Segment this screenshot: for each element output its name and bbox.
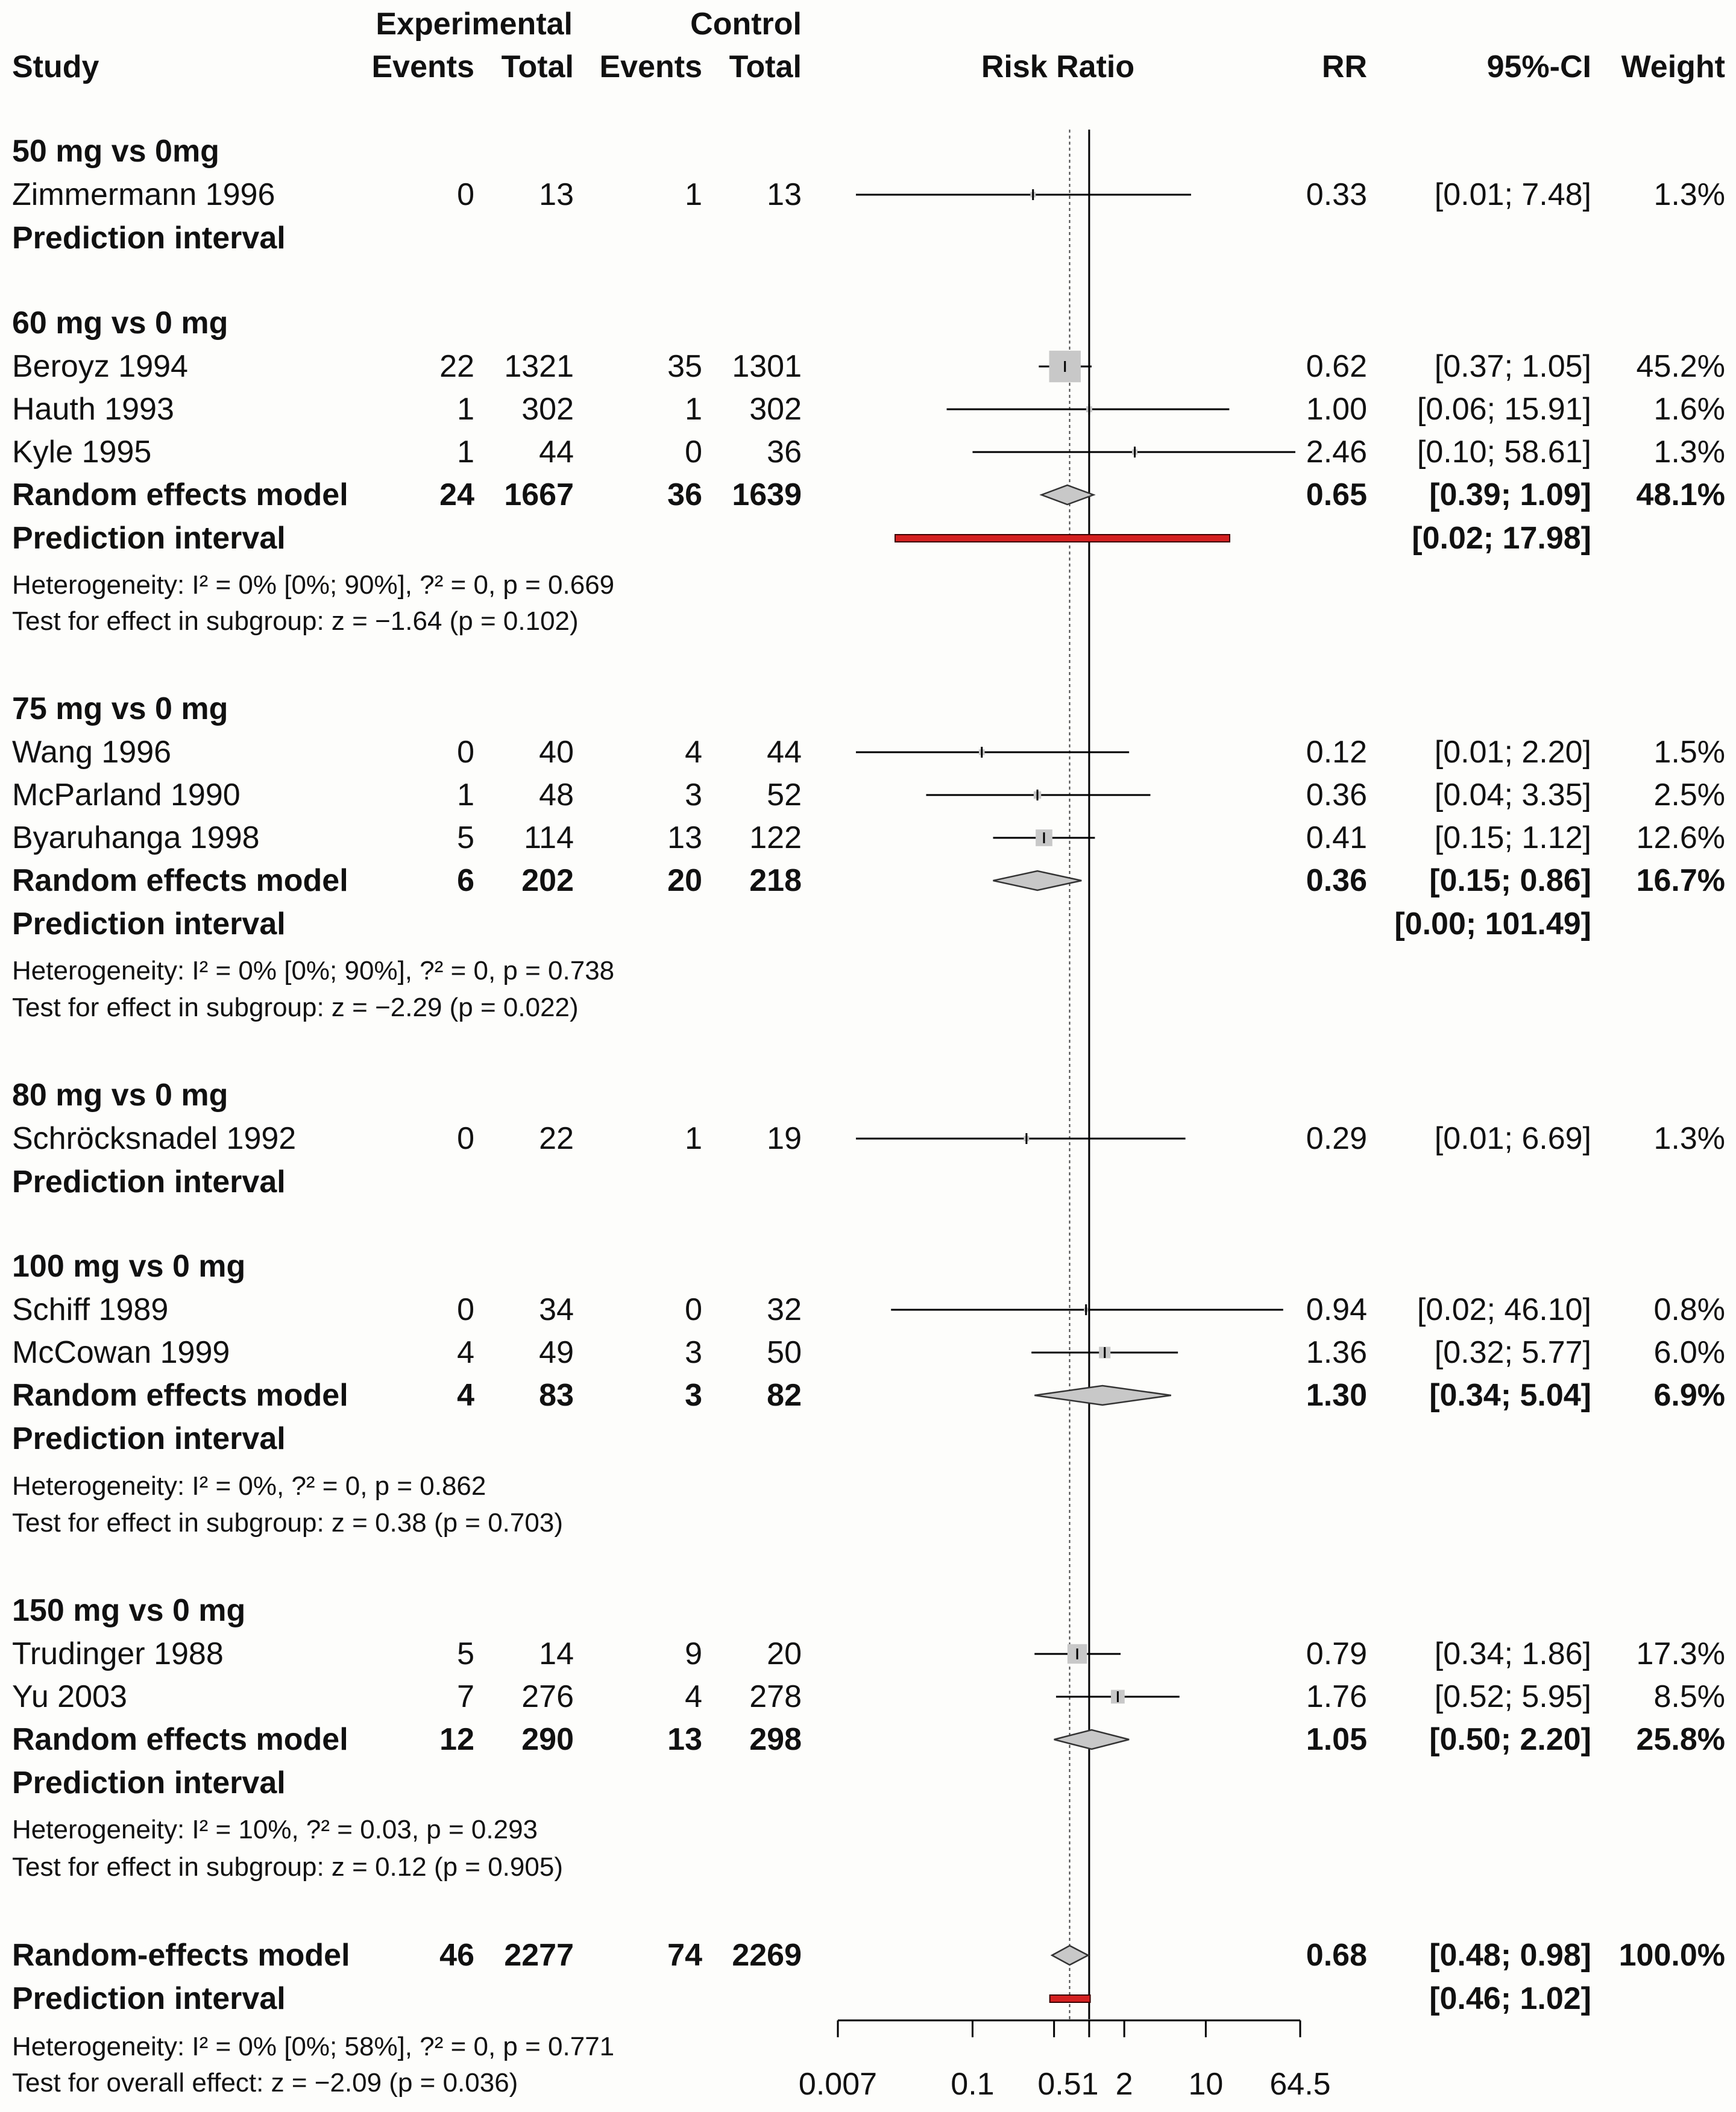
group-6-study-2-exp-events: 7 [457,1679,474,1714]
group-5-model-rr: 1.30 [1306,1378,1367,1413]
x-tick-label-4: 2 [1115,2067,1133,2102]
group-5-model-ctrl-events: 3 [685,1378,702,1413]
group-6-model-rr: 1.05 [1306,1722,1367,1757]
header-risk-ratio: Risk Ratio [981,49,1135,84]
group-4-study-1-ci: [0.01; 6.69] [1434,1121,1591,1156]
group-3-study-1-ci: [0.01; 2.20] [1434,735,1591,770]
group-2-study-3-exp-total: 44 [539,435,574,470]
group-2-study-3-ctrl-events: 0 [685,435,702,470]
group-3-study-3-ctrl-total: 122 [749,820,802,855]
group-3-study-3-ctrl-events: 13 [667,820,702,855]
group-2-study-1-ci: [0.37; 1.05] [1434,349,1591,384]
overall-model-ctrl-total: 2269 [732,1938,802,1973]
group-5-study-2-rr: 1.36 [1306,1335,1367,1370]
group-5-model-exp-total: 83 [539,1378,574,1413]
group-3-model-exp-events: 6 [457,863,474,898]
group-6-study-2-ctrl-total: 278 [749,1679,802,1714]
group-4-study-1-exp-events: 0 [457,1121,474,1156]
group-3-study-1-weight: 1.5% [1653,735,1725,770]
group-2-study-2-weight: 1.6% [1653,392,1725,427]
header-weight: Weight [1621,49,1725,84]
group-5-study-1-exp-events: 0 [457,1292,474,1327]
overall-model-rr: 0.68 [1306,1938,1367,1973]
group-1-label: 50 mg vs 0mg [12,134,219,169]
group-3-model-label: Random effects model [12,863,348,898]
header-ctrl-total: Total [729,49,802,84]
group-3-study-2-ctrl-events: 3 [685,778,702,812]
group-6-study-2-rr: 1.76 [1306,1679,1367,1714]
group-3-pi-label: Prediction interval [12,907,286,941]
group-2-study-1-ctrl-events: 35 [667,349,702,384]
group-2-model-rr: 0.65 [1306,477,1367,512]
group-6-model-diamond [1054,1730,1129,1749]
group-5-study-1-rr: 0.94 [1306,1292,1367,1327]
group-6-label: 150 mg vs 0 mg [12,1593,246,1628]
group-2-model-weight: 48.1% [1636,477,1725,512]
group-3-study-3-name: Byaruhanga 1998 [12,820,260,855]
group-3-model-weight: 16.7% [1636,863,1725,898]
group-2-study-2-name: Hauth 1993 [12,392,174,427]
header-rr: RR [1321,49,1367,84]
group-5-study-2-ci: [0.32; 5.77] [1434,1335,1591,1370]
group-6-study-1-rr: 0.79 [1306,1636,1367,1671]
group-3-study-3-exp-total: 114 [524,820,574,855]
group-6-study-1-exp-events: 5 [457,1636,474,1671]
group-5-test: Test for effect in subgroup: z = 0.38 (p = 0.703) [12,1508,563,1538]
group-1-study-1-ci: [0.01; 7.48] [1434,177,1591,212]
group-3-study-1-ctrl-total: 44 [767,735,802,770]
group-3-study-3-rr: 0.41 [1306,820,1367,855]
group-1-study-1-weight: 1.3% [1653,177,1725,212]
group-5-model-label: Random effects model [12,1378,348,1413]
group-6-pi-label: Prediction interval [12,1765,286,1800]
group-6-study-1-weight: 17.3% [1636,1636,1725,1671]
overall-pi-ci: [0.46; 1.02] [1429,1981,1591,2016]
group-6-study-2-name: Yu 2003 [12,1679,127,1714]
group-6-model-label: Random effects model [12,1722,348,1757]
header-exp-total: Total [501,49,574,84]
group-2-study-3-ci: [0.10; 58.61] [1417,435,1591,470]
group-6-model-weight: 25.8% [1636,1722,1725,1757]
overall-model-diamond [1052,1946,1088,1965]
group-6-study-1-name: Trudinger 1988 [12,1636,224,1671]
group-2-model-diamond [1042,485,1093,504]
group-2-pi-ci: [0.02; 17.98] [1412,521,1591,556]
group-5-model-exp-events: 4 [457,1378,474,1413]
group-3-study-2-ci: [0.04; 3.35] [1434,778,1591,812]
group-3-study-3-ci: [0.15; 1.12] [1434,820,1591,855]
group-1-study-1-exp-total: 13 [539,177,574,212]
group-4-study-1-weight: 1.3% [1653,1121,1725,1156]
group-5-study-1-weight: 0.8% [1653,1292,1725,1327]
group-3-study-2-exp-total: 48 [539,778,574,812]
group-5-study-1-ctrl-total: 32 [767,1292,802,1327]
group-3-model-ctrl-events: 20 [667,863,702,898]
group-5-study-2-name: McCowan 1999 [12,1335,230,1370]
group-5-model-ctrl-total: 82 [767,1378,802,1413]
overall-model-ctrl-events: 74 [667,1938,702,1973]
group-5-study-2-ctrl-events: 3 [685,1335,702,1370]
group-6-study-2-weight: 8.5% [1653,1679,1725,1714]
group-6-study-2-ci: [0.52; 5.95] [1434,1679,1591,1714]
group-3-study-2-weight: 2.5% [1653,778,1725,812]
group-2-model-label: Random effects model [12,477,348,512]
group-3-study-3-weight: 12.6% [1636,820,1725,855]
group-5-pi-label: Prediction interval [12,1421,286,1456]
x-tick-label-6: 64.5 [1269,2067,1331,2102]
group-2-study-2-exp-events: 1 [457,392,474,427]
group-3-study-2-rr: 0.36 [1306,778,1367,812]
group-2-study-1-exp-events: 22 [439,349,474,384]
group-4-study-1-exp-total: 22 [539,1121,574,1156]
group-6-study-1-ctrl-total: 20 [767,1636,802,1671]
group-2-heterogeneity: Heterogeneity: I² = 0% [0%; 90%], ?² = 0, p = 0.669 [12,570,615,600]
group-2-model-ctrl-total: 1639 [732,477,802,512]
group-6-model-ctrl-total: 298 [749,1722,802,1757]
header-exp-events: Events [371,49,474,84]
group-3-study-1-exp-events: 0 [457,735,474,770]
group-1-study-1-exp-events: 0 [457,177,474,212]
group-5-study-2-exp-events: 4 [457,1335,474,1370]
group-5-study-1-exp-total: 34 [539,1292,574,1327]
group-1-pi-label: Prediction interval [12,221,286,256]
group-2-model-exp-events: 24 [439,477,474,512]
group-2-study-2-ctrl-events: 1 [685,392,702,427]
group-6-model-exp-events: 12 [439,1722,474,1757]
group-1-study-1-ctrl-events: 1 [685,177,702,212]
group-2-study-2-ci: [0.06; 15.91] [1417,392,1591,427]
group-2-study-1-weight: 45.2% [1636,349,1725,384]
group-2-study-1-exp-total: 1321 [504,349,574,384]
group-5-study-1-ci: [0.02; 46.10] [1417,1292,1591,1327]
group-6-model-exp-total: 290 [521,1722,574,1757]
group-5-heterogeneity: Heterogeneity: I² = 0%, ?² = 0, p = 0.862 [12,1471,486,1501]
overall-model-weight: 100.0% [1618,1938,1725,1973]
group-3-study-1-name: Wang 1996 [12,735,172,770]
group-6-study-1-exp-total: 14 [539,1636,574,1671]
header-study: Study [12,49,99,84]
group-5-model-weight: 6.9% [1653,1378,1725,1413]
overall-model-ci: [0.48; 0.98] [1429,1938,1591,1973]
group-3-test: Test for effect in subgroup: z = −2.29 (p = 0.022) [12,993,579,1022]
group-6-test: Test for effect in subgroup: z = 0.12 (p = 0.905) [12,1852,563,1882]
group-5-study-1-name: Schiff 1989 [12,1292,169,1327]
overall-heterogeneity: Heterogeneity: I² = 0% [0%; 58%], ?² = 0, p = 0.771 [12,2032,615,2061]
group-6-study-1-ctrl-events: 9 [685,1636,702,1671]
group-3-study-1-exp-total: 40 [539,735,574,770]
x-tick-label-1: 0.007 [798,2067,878,2102]
group-3-pi-ci: [0.00; 101.49] [1394,907,1591,941]
group-3-model-exp-total: 202 [521,863,574,898]
group-3-study-2-ctrl-total: 52 [767,778,802,812]
group-5-model-diamond [1034,1386,1171,1405]
group-3-study-1-ctrl-events: 4 [685,735,702,770]
group-2-test: Test for effect in subgroup: z = −1.64 (p = 0.102) [12,606,579,636]
overall-test: Test for overall effect: z = −2.09 (p = 0.036) [12,2068,518,2098]
x-tick-label-5: 10 [1188,2067,1224,2102]
x-tick-label-3: 0.51 [1037,2067,1099,2102]
group-1-study-1-name: Zimmermann 1996 [12,177,275,212]
group-2-study-3-exp-events: 1 [457,435,474,470]
group-3-study-2-name: McParland 1990 [12,778,241,812]
group-4-study-1-ctrl-total: 19 [767,1121,802,1156]
group-3-label: 75 mg vs 0 mg [12,691,228,726]
group-2-model-ci: [0.39; 1.09] [1429,477,1591,512]
group-2-model-exp-total: 1667 [504,477,574,512]
group-3-study-3-exp-events: 5 [457,820,474,855]
group-3-model-ctrl-total: 218 [749,863,802,898]
group-2-study-3-rr: 2.46 [1306,435,1367,470]
group-2-study-3-ctrl-total: 36 [767,435,802,470]
group-2-study-3-weight: 1.3% [1653,435,1725,470]
header-experimental: Experimental [376,7,573,42]
group-6-study-2-ctrl-events: 4 [685,1679,702,1714]
group-2-study-1-name: Beroyz 1994 [12,349,188,384]
group-3-model-ci: [0.15; 0.86] [1429,863,1591,898]
group-6-model-ci: [0.50; 2.20] [1429,1722,1591,1757]
group-6-study-2-exp-total: 276 [521,1679,574,1714]
group-1-study-1-ctrl-total: 13 [767,177,802,212]
group-2-study-3-name: Kyle 1995 [12,435,152,470]
group-3-study-1-rr: 0.12 [1306,735,1367,770]
header-control: Control [690,7,802,42]
group-6-model-ctrl-events: 13 [667,1722,702,1757]
overall-pi-label: Prediction interval [12,1981,286,2016]
group-4-label: 80 mg vs 0 mg [12,1078,228,1113]
group-6-study-1-ci: [0.34; 1.86] [1434,1636,1591,1671]
group-4-study-1-ctrl-events: 1 [685,1121,702,1156]
group-2-label: 60 mg vs 0 mg [12,306,228,341]
group-4-pi-label: Prediction interval [12,1164,286,1199]
group-1-study-1-rr: 0.33 [1306,177,1367,212]
group-3-heterogeneity: Heterogeneity: I² = 0% [0%; 90%], ?² = 0, p = 0.738 [12,956,615,985]
group-2-study-1-rr: 0.62 [1306,349,1367,384]
overall-model-label: Random-effects model [12,1938,350,1973]
x-tick-label-2: 0.1 [951,2067,995,2102]
group-5-study-2-exp-total: 49 [539,1335,574,1370]
header-ci: 95%-CI [1486,49,1591,84]
group-3-model-diamond [993,871,1082,890]
group-2-model-ctrl-events: 36 [667,477,702,512]
group-5-label: 100 mg vs 0 mg [12,1249,246,1284]
group-2-study-2-rr: 1.00 [1306,392,1367,427]
group-3-model-rr: 0.36 [1306,863,1367,898]
group-5-study-1-ctrl-events: 0 [685,1292,702,1327]
overall-pi-bar [1050,1995,1090,2002]
group-4-study-1-name: Schröcksnadel 1992 [12,1121,297,1156]
group-2-study-2-ctrl-total: 302 [749,392,802,427]
group-6-heterogeneity: Heterogeneity: I² = 10%, ?² = 0.03, p = 0.293 [12,1815,538,1844]
overall-model-exp-events: 46 [439,1938,474,1973]
group-5-study-2-ctrl-total: 50 [767,1335,802,1370]
group-2-study-2-exp-total: 302 [521,392,574,427]
group-2-pi-bar [895,535,1230,542]
header-ctrl-events: Events [599,49,702,84]
group-5-study-2-weight: 6.0% [1653,1335,1725,1370]
group-2-study-1-ctrl-total: 1301 [732,349,802,384]
group-5-model-ci: [0.34; 5.04] [1429,1378,1591,1413]
group-4-study-1-rr: 0.29 [1306,1121,1367,1156]
group-3-study-2-exp-events: 1 [457,778,474,812]
group-2-pi-label: Prediction interval [12,521,286,556]
overall-model-exp-total: 2277 [504,1938,574,1973]
